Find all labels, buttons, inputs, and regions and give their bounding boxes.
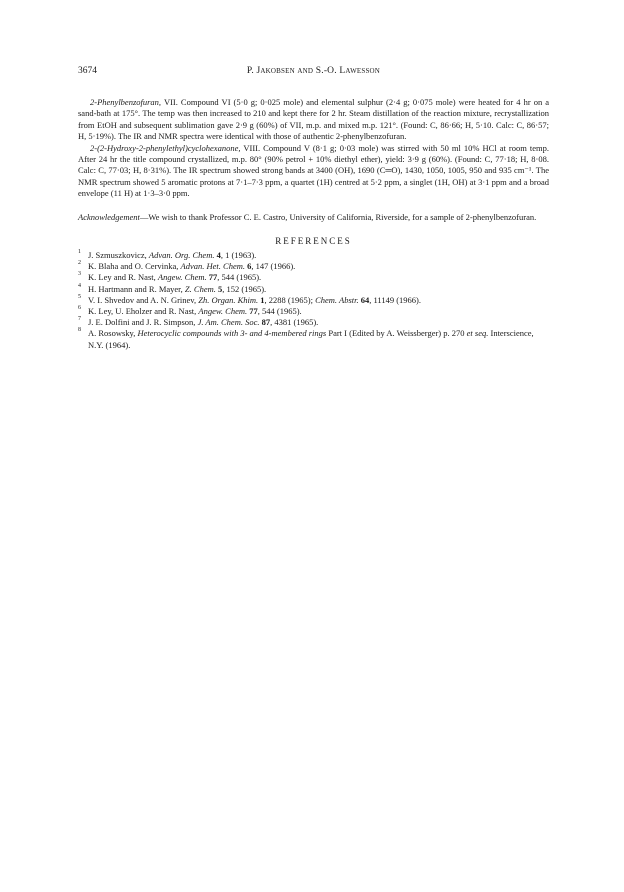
reference-number: 8	[78, 327, 81, 334]
reference-citation: , 147 (1966).	[251, 261, 296, 272]
reference-authors: A. Rosowsky,	[88, 328, 138, 339]
body-text	[78, 97, 549, 223]
reference-citation: , 2288 (1965);	[264, 294, 316, 305]
reference-volume: 4	[216, 250, 221, 261]
reference-journal: Angew. Chem.	[198, 306, 248, 317]
reference-authors: J. Szmuszkovicz,	[88, 250, 149, 261]
reference-authors: J. E. Dolfini and J. R. Simpson,	[88, 317, 198, 328]
reference-number: 6	[78, 305, 81, 312]
reference-volume: 5	[217, 283, 223, 294]
reference-number: 2	[78, 260, 81, 267]
reference-volume: 1	[260, 294, 265, 305]
reference-number: 1	[78, 249, 81, 256]
reference-volume-secondary: 64	[360, 294, 370, 305]
reference-journal-secondary: Chem. Abstr.	[315, 294, 359, 305]
paragraph-phenylbenzofuran	[78, 97, 549, 143]
reference-authors: K. Blaha and O. Cervinka,	[88, 261, 181, 272]
reference-citation: , 1 (1963).	[220, 250, 257, 261]
compound-title: 2-Phenylbenzofuran,	[90, 97, 162, 107]
reference-volume: 6	[247, 261, 252, 272]
reference-volume: 77	[208, 272, 218, 283]
reference-book-title: Heterocyclic compounds with 3- and 4-membered rings	[137, 328, 327, 339]
paragraph-text: VIII. Compound V (8·1 g; 0·03 mole) was stirred with 50 ml 10% HCl at room temp. After 24 hr the title compound crystallized, m.p. 80° (90% petrol + 10% diethyl ether), yield: 3·9 g (60%). (Found: C, 77·18; H, 8·08. Calc: C, 77·03; H, 8·31%). The IR spectrum showed strong bands at 3400 (OH), 1690 (C═O), 1430, 1050, 1005, 950 and 935 cm⁻¹. The NMR spectrum showed 5 aromatic protons at 7·1–7·3 ppm, a quartet (1H) centred at 5·2 ppm, a singlet (1H, OH) at 3·1 ppm and a broad envelope (11 H) at 1·3–3·0 ppm.	[78, 142, 549, 199]
reference-journal: Z. Chem.	[184, 283, 216, 294]
page-number: 3674	[78, 66, 97, 76]
reference-citation: , 544 (1965).	[217, 272, 262, 283]
references-list	[78, 250, 549, 351]
reference-citation: Part I (Edited by A. Weissberger) p. 270	[326, 328, 467, 339]
acknowledgement-title: Acknowledgement	[78, 211, 140, 222]
reference-citation-secondary: , 11149 (1966).	[369, 294, 422, 305]
reference-item	[78, 295, 549, 306]
reference-publisher: Interscience, N.Y. (1964).	[88, 328, 534, 350]
article-page	[78, 66, 549, 351]
reference-et-seq: et seq.	[466, 328, 489, 339]
reference-journal: Zh. Organ. Khim.	[198, 294, 259, 305]
reference-journal: Angew. Chem.	[157, 272, 207, 283]
reference-item	[78, 317, 549, 328]
running-head	[78, 66, 549, 82]
reference-authors: K. Ley and R. Nast,	[88, 272, 158, 283]
running-head-authors: P. Jakobsen and S.-O. Lawesson	[246, 66, 381, 76]
reference-number: 5	[78, 293, 81, 300]
reference-number: 4	[78, 282, 81, 289]
reference-item	[78, 250, 549, 261]
reference-item	[78, 306, 549, 317]
reference-volume: 77	[249, 306, 258, 317]
reference-authors: V. I. Shvedov and A. N. Grinev,	[88, 294, 199, 305]
reference-number: 3	[78, 271, 81, 278]
paragraph-hydroxy-phenylethyl-cyclohexanone	[78, 143, 549, 200]
acknowledgement-text: —We wish to thank Professor C. E. Castro, University of California, Riverside, for a sample of 2-phenylbenzofuran.	[139, 211, 537, 222]
reference-citation: , 4381 (1965).	[270, 317, 319, 328]
references-heading: REFERENCES	[275, 236, 352, 247]
reference-citation: , 544 (1965).	[257, 306, 302, 317]
acknowledgement	[78, 212, 549, 223]
reference-authors: H. Hartmann and R. Mayer,	[88, 283, 185, 294]
reference-volume: 87	[261, 317, 271, 328]
reference-journal: Advan. Het. Chem.	[180, 261, 245, 272]
reference-citation: , 152 (1965).	[222, 283, 267, 294]
paragraph-text: VII. Compound VI (5·0 g; 0·025 mole) and elemental sulphur (2·4 g; 0·075 mole) were heated for 4 hr on a sand-bath at 175°. The temp was then increased to 210 and kept there for 2 hr. Steam distillation of the reaction mixture, recrystallization from EtOH and subsequent sublimation gave 2·9 g (60%) of VII, m.p. and mixed m.p. 121°. (Found: C, 86·66; H, 5·10. Calc: C, 86·57; H, 5·19%). The IR and NMR spectra were identical with those of authentic 2-phenylbenzofuran.	[78, 97, 549, 142]
reference-journal: Advan. Org. Chem.	[148, 250, 215, 261]
reference-item	[78, 272, 549, 283]
reference-item	[78, 328, 549, 350]
compound-title: 2-(2-Hydroxy-2-phenylethyl)cyclohexanone,	[90, 142, 241, 153]
reference-authors: K. Ley, U. Eholzer and R. Nast,	[88, 306, 199, 317]
reference-item	[78, 284, 549, 295]
reference-item	[78, 261, 549, 272]
reference-number: 7	[78, 316, 81, 323]
reference-journal: J. Am. Chem. Soc.	[197, 317, 260, 328]
